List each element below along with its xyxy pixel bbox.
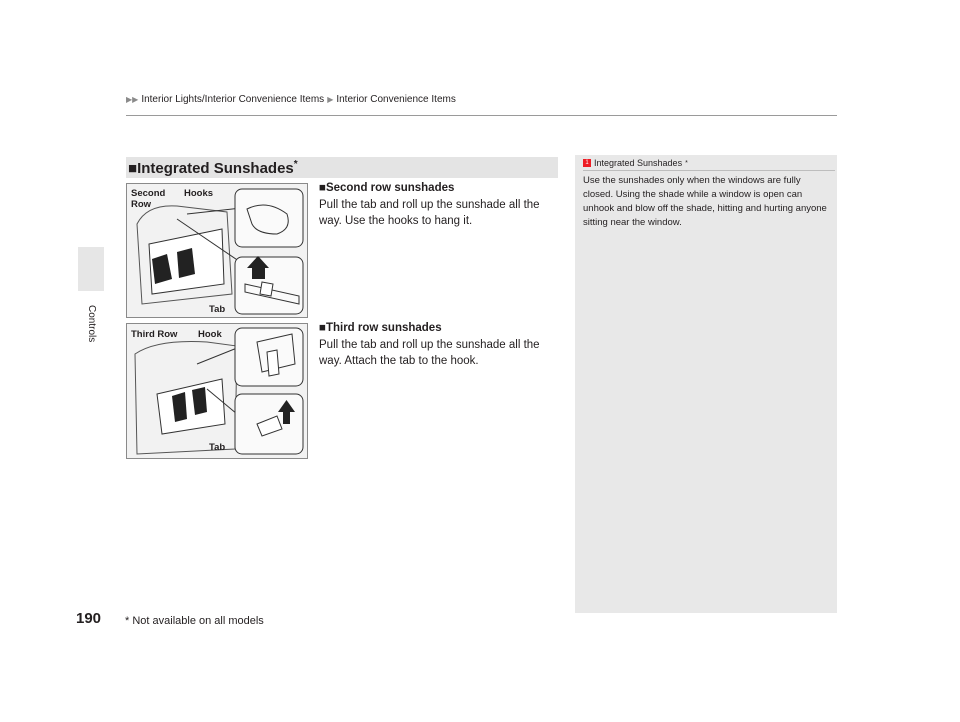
breadcrumb-arrow-icon: ▶ <box>327 95 334 104</box>
page-number: 190 <box>76 610 102 627</box>
second-row-figure <box>126 183 308 318</box>
row-label: Second Row <box>131 188 166 210</box>
tab-callout: Tab <box>209 442 226 453</box>
second-row-instructions <box>319 182 559 229</box>
chapter-tab <box>78 247 104 291</box>
footnote: * Not available on all models <box>125 615 264 627</box>
third-row-illustration <box>127 324 307 458</box>
third-row-figure <box>126 323 308 459</box>
subsection-body: Pull the tab and roll up the sunshade all the way. Use the hooks to hang it. <box>319 199 540 227</box>
note-title <box>583 158 688 168</box>
footnote-star: * <box>685 159 688 167</box>
third-row-instructions <box>319 322 559 369</box>
note-title-text: Integrated Sunshades <box>594 158 683 168</box>
breadcrumb-arrow-icon: ▶▶ <box>126 95 139 104</box>
section-header <box>126 157 558 178</box>
chapter-label: Controls <box>86 305 97 343</box>
note-divider <box>583 170 835 171</box>
section-marker: ■ <box>128 159 138 177</box>
hooks-callout: Hooks <box>184 188 214 199</box>
note-body: Use the sunshades only when the windows are fully closed. Using the shade while a window is open can unhook and blow off the shade, hitting and hurting anyone sitting near the window. <box>583 175 827 228</box>
breadcrumb-item[interactable]: Interior Lights/Interior Convenience Items <box>141 94 325 105</box>
row-label: Third Row <box>131 329 178 340</box>
tab-callout: Tab <box>209 304 226 315</box>
subsection-heading: ■Second row sunshades <box>319 182 455 194</box>
footnote-star: * <box>293 158 298 170</box>
section-title <box>128 159 298 177</box>
hook-callout: Hook <box>198 329 222 340</box>
note-number-badge: 1 <box>583 159 591 167</box>
section-title-text: Integrated Sunshades <box>137 159 294 177</box>
note-panel <box>575 155 837 613</box>
subsection-body: Pull the tab and roll up the sunshade all the way. Attach the tab to the hook. <box>319 339 540 367</box>
subsection-heading: ■Third row sunshades <box>319 322 442 334</box>
breadcrumb <box>126 94 456 105</box>
breadcrumb-item[interactable]: Interior Convenience Items <box>336 94 456 105</box>
header-divider <box>126 115 837 116</box>
